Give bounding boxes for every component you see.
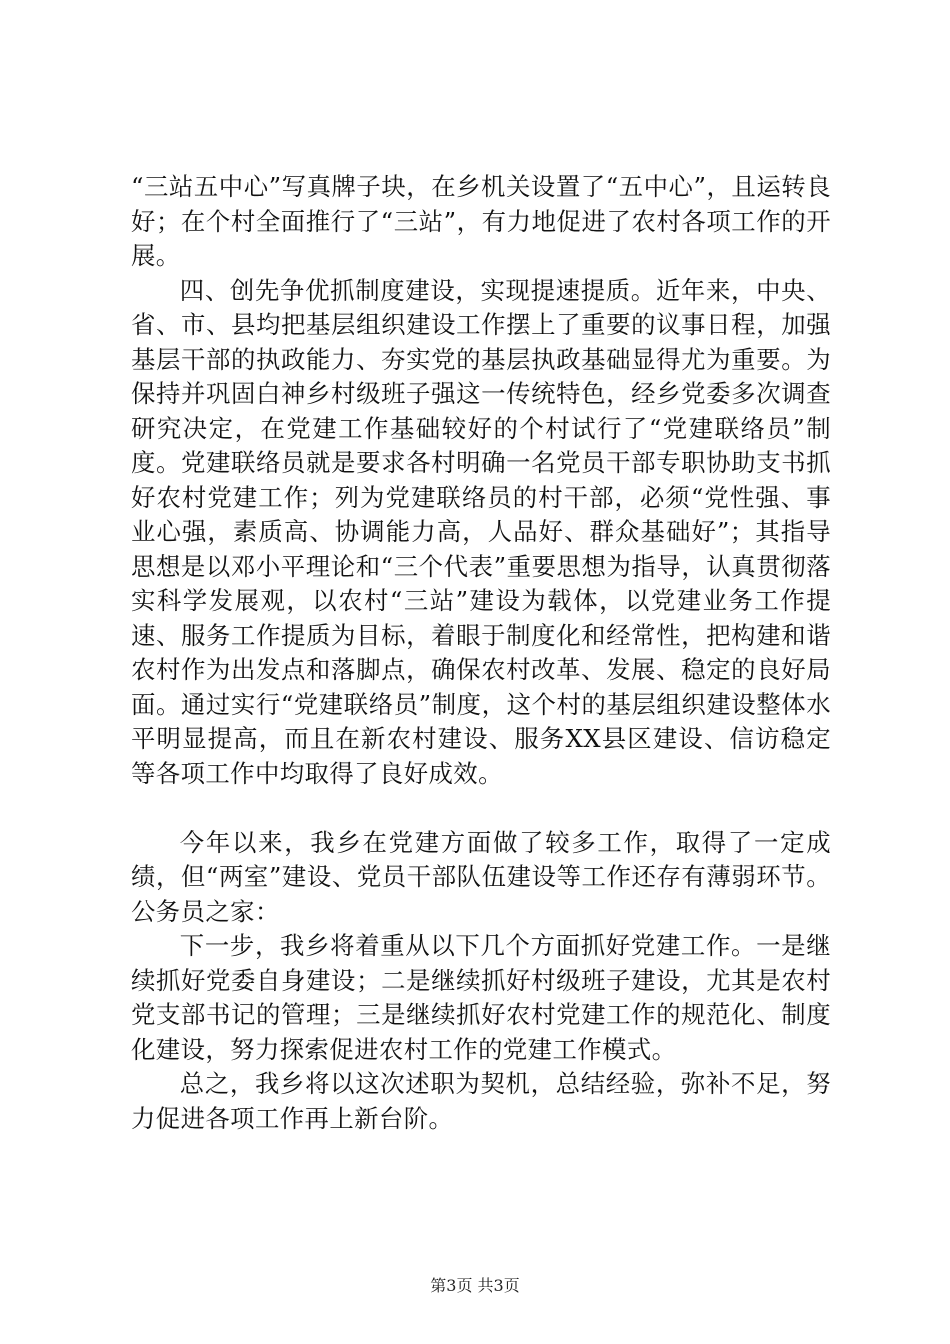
document-body: [131, 170, 831, 1136]
paragraph-spacer: [131, 791, 831, 826]
paragraph-section-four: 四、创先争优抓制度建设，实现提速提质。近年来，中央、省、市、县均把基层组织建设工作摆上了重要的议事日程，加强基层干部的执政能力、夯实党的基层执政基础显得尤为重要。为保持并巩固白神乡村级班子强这一传统特色，经乡党委多次调查研究决定，在党建工作基础较好的个村试行了“党建联络员”制度。党建联络员就是要求各村明确一名党员干部专职协助支书抓好农村党建工作；列为党建联络员的村干部，必须“党性强、事业心强，素质高、协调能力高，人品好、群众基础好”；其指导思想是以邓小平理论和“三个代表”重要思想为指导，认真贯彻落实科学发展观，以农村“三站”建设为载体，以党建业务工作提速、服务工作提质为目标，着眼于制度化和经常性，把构建和谐农村作为出发点和落脚点，确保农村改革、发展、稳定的良好局面。通过实行“党建联络员”制度，这个村的基层组织建设整体水平明显提高，而且在新农村建设、服务XX县区建设、信访稳定等各项工作中均取得了良好成效。: [131, 275, 831, 788]
paragraph-next-steps: 下一步，我乡将着重从以下几个方面抓好党建工作。一是继续抓好党委自身建设；二是继续抓好村级班子建设，尤其是农村党支部书记的管理；三是继续抓好农村党建工作的规范化、制度化建设，努力探索促进农村工作的党建工作模式。: [131, 931, 831, 1064]
paragraph-shortcomings: 今年以来，我乡在党建方面做了较多工作，取得了一定成绩，但“两室”建设、党员干部队伍建设等工作还存有薄弱环节。公务员之家：: [131, 827, 831, 926]
page-footer: 第3页 共3页: [430, 1276, 520, 1295]
paragraph-continuation: “三站五中心”写真牌子块，在乡机关设置了“五中心”，且运转良好；在个村全面推行了“三站”，有力地促进了农村各项工作的开展。: [131, 172, 831, 270]
paragraph-conclusion: 总之，我乡将以这次述职为契机，总结经验，弥补不足，努力促进各项工作再上新台阶。: [131, 1069, 831, 1133]
